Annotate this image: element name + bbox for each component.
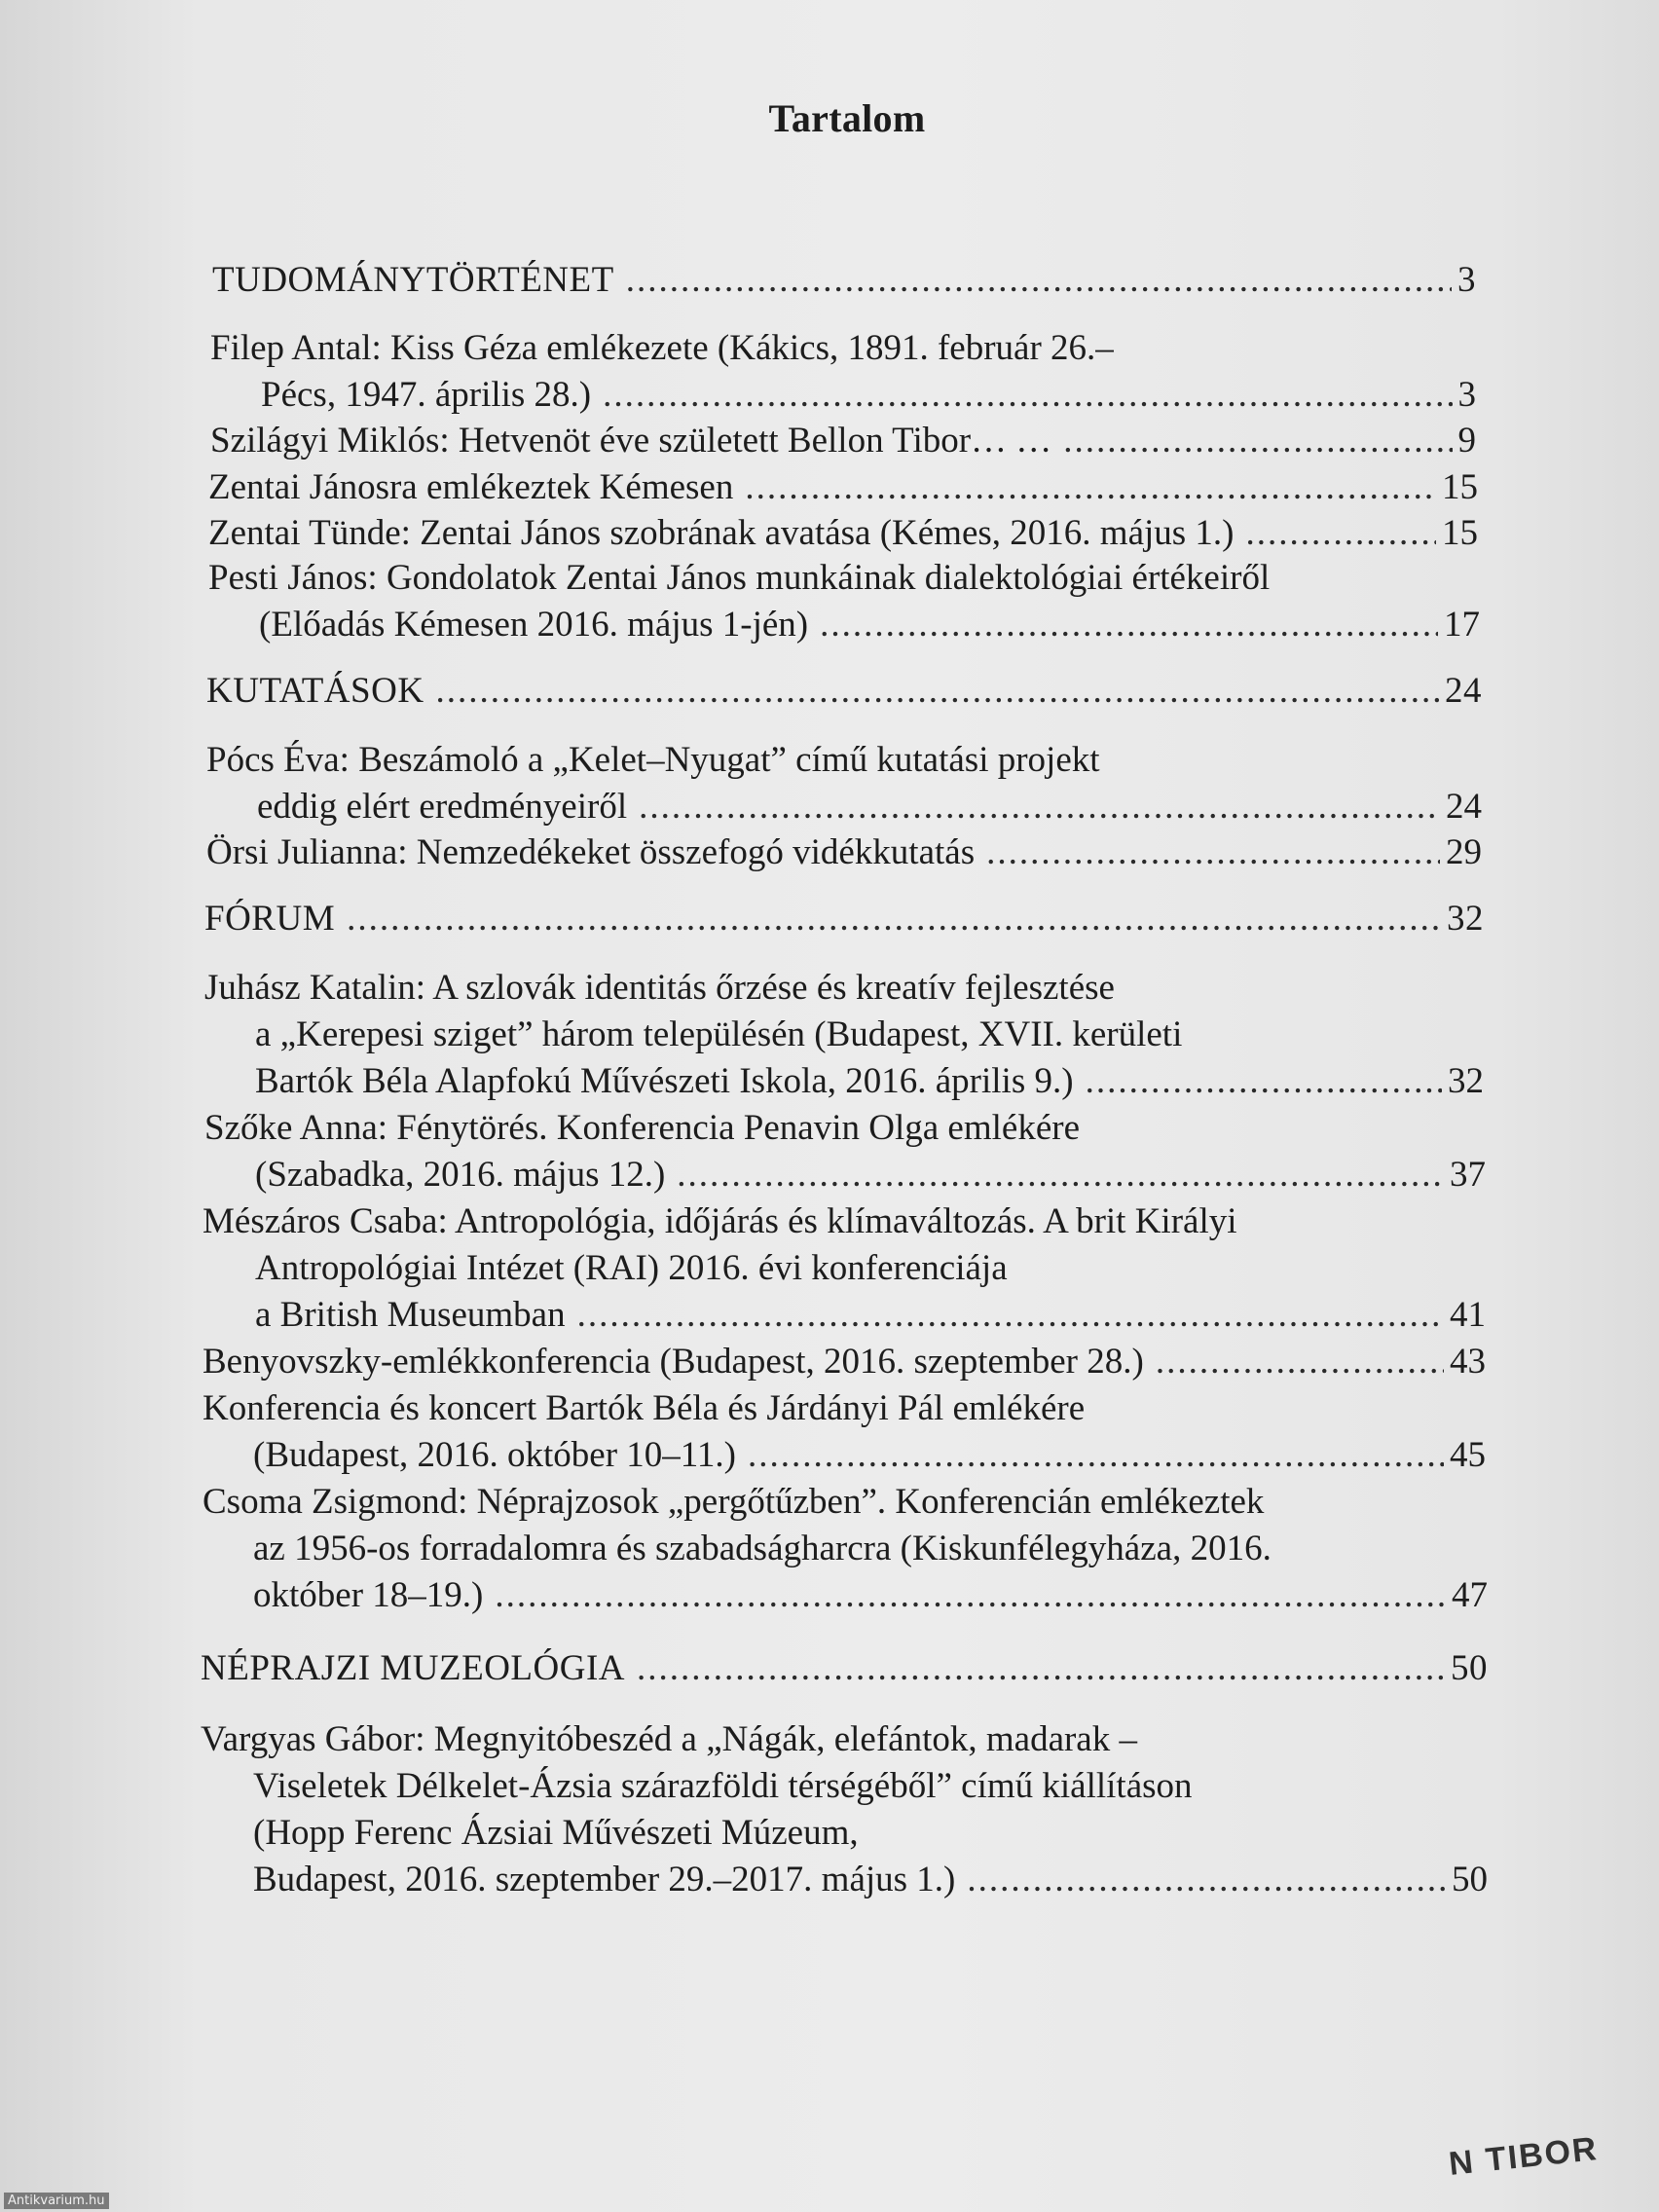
ownership-stamp: N TIBOR xyxy=(1447,2130,1601,2183)
page-number: 3 xyxy=(1457,375,1476,415)
toc-entry: október 18–19.) ..... 47 xyxy=(253,1572,1488,1619)
toc-entry: eddig elért eredményeiről ..... 24 xyxy=(257,784,1482,830)
section-heading: KUTATÁSOK ..... 24 xyxy=(206,668,1482,715)
toc-entry: Benyovszky-emlékkonferencia (Budapest, 2016. szeptember 28.) ..... 43 xyxy=(203,1339,1486,1385)
toc-entry-line: Pócs Éva: Beszámoló a „Kelet–Nyugat” című kutatási projekt xyxy=(206,740,1100,780)
page-number: 50 xyxy=(1451,1648,1488,1688)
toc-entry-line: az 1956-os forradalomra és szabadságharcra (Kiskunfélegyháza, 2016. xyxy=(253,1529,1272,1568)
toc-entry-line: Viseletek Délkelet-Ázsia szárazföldi térségéből” című kiállításon xyxy=(253,1766,1193,1806)
section-heading: NÉPRAJZI MUZEOLÓGIA ..... 50 xyxy=(201,1645,1488,1692)
toc-entry: (Előadás Kémesen 2016. május 1-jén) ..... 17 xyxy=(259,602,1480,648)
toc-entry-line: Konferencia és koncert Bartók Béla és Járdányi Pál emlékére xyxy=(203,1388,1086,1428)
toc-entry-line: Mészáros Csaba: Antropológia, időjárás és klímaváltozás. A brit Királyi xyxy=(203,1201,1237,1241)
watermark: Antikvarium.hu xyxy=(4,2193,109,2209)
toc-entry-line: Juhász Katalin: A szlovák identitás őrzése és kreatív fejlesztése xyxy=(204,968,1115,1008)
section-heading: TUDOMÁNYTÖRTÉNET ..... 3 xyxy=(212,257,1476,304)
page-number: 32 xyxy=(1448,1061,1484,1101)
toc-entry: Bartók Béla Alapfokú Művészeti Iskola, 2016. április 9.) ..... 32 xyxy=(255,1058,1484,1105)
page-number: 43 xyxy=(1450,1342,1486,1382)
toc-entry-line: Csoma Zsigmond: Néprajzosok „pergőtűzben”. Konferencián emlékeztek xyxy=(203,1482,1265,1522)
page-number: 41 xyxy=(1450,1295,1486,1335)
toc-entry: Zentai Tünde: Zentai János szobrának avatása (Kémes, 2016. május 1.) ..... 15 xyxy=(208,510,1478,557)
toc-entry: Szilágyi Miklós: Hetvenöt éve született Bellon Tibor… … ..... 9 xyxy=(210,418,1476,464)
toc-entry: Zentai Jánosra emlékeztek Kémesen ..... 15 xyxy=(208,464,1478,511)
toc-entry: (Budapest, 2016. október 10–11.) ..... 45 xyxy=(253,1432,1486,1479)
toc-entry: a British Museumban ..... 41 xyxy=(255,1292,1486,1339)
page-number: 9 xyxy=(1457,421,1476,461)
toc-entry: Budapest, 2016. szeptember 29.–2017. május 1.) ..... 50 xyxy=(253,1857,1488,1903)
toc-entry-line: Pesti János: Gondolatok Zentai János munkáinak dialektológiai értékeiről xyxy=(208,558,1271,598)
toc-entry: Örsi Julianna: Nemzedékeket összefogó vidékkutatás ..... 29 xyxy=(206,830,1482,876)
page-number: 24 xyxy=(1445,671,1482,711)
page-number: 45 xyxy=(1450,1435,1486,1475)
page-number: 24 xyxy=(1446,787,1482,827)
toc-entry-line: Antropológiai Intézet (RAI) 2016. évi konferenciája xyxy=(255,1248,1008,1288)
toc-entry: (Szabadka, 2016. május 12.) ..... 37 xyxy=(255,1152,1486,1198)
page-number: 29 xyxy=(1446,832,1482,872)
toc-entry-line: (Hopp Ferenc Ázsiai Művészeti Múzeum, xyxy=(253,1813,859,1853)
page-number: 37 xyxy=(1450,1155,1486,1195)
page-number: 17 xyxy=(1444,605,1480,645)
page-number: 15 xyxy=(1442,467,1478,507)
toc-entry-line: Vargyas Gábor: Megnyitóbeszéd a „Nágák, elefántok, madarak – xyxy=(201,1719,1137,1759)
page-title: Tartalom xyxy=(768,96,926,140)
toc-entry: Pécs, 1947. április 28.) ..... 3 xyxy=(261,372,1476,419)
page-number: 50 xyxy=(1452,1860,1488,1899)
page-number: 47 xyxy=(1452,1575,1488,1615)
section-heading: FÓRUM ..... 32 xyxy=(204,896,1484,942)
page-number: 32 xyxy=(1447,899,1484,939)
toc-entry-line: a „Kerepesi sziget” három településén (Budapest, XVII. kerületi xyxy=(255,1014,1183,1054)
page-number: 15 xyxy=(1442,513,1478,553)
page-number: 3 xyxy=(1457,260,1476,300)
toc-entry-line: Szőke Anna: Fénytörés. Konferencia Penavin Olga emlékére xyxy=(204,1108,1081,1148)
toc-entry-line: Filep Antal: Kiss Géza emlékezete (Kákics, 1891. február 26.– xyxy=(210,328,1114,368)
